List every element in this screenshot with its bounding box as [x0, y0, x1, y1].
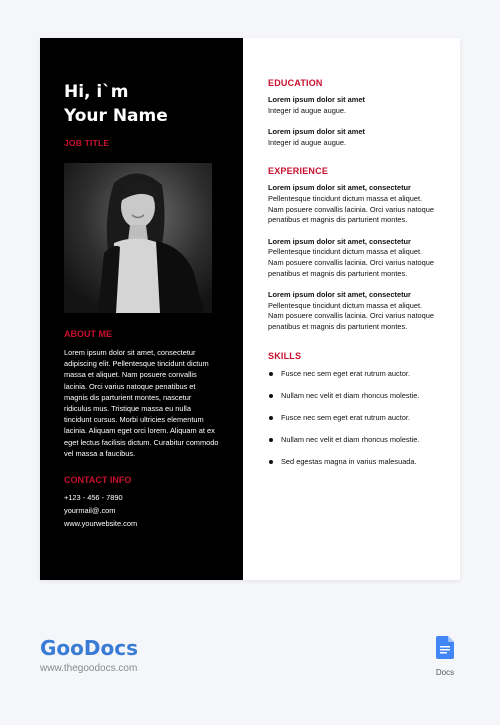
education-entry	[268, 127, 438, 148]
education-entry	[268, 95, 438, 116]
contact-email: yourmail@.com	[64, 506, 116, 516]
skills-heading: SKILLS	[268, 350, 302, 361]
experience-title: Lorem ipsum dolor sit amet, consectetur	[268, 290, 411, 300]
education-title: Lorem ipsum dolor sit amet	[268, 127, 365, 137]
skill-item: Fusce nec sem eget erat rutrum auctor.	[268, 413, 438, 423]
experience-heading: EXPERIENCE	[268, 166, 329, 177]
skill-item: Fusce nec sem eget erat rutrum auctor.	[268, 369, 438, 379]
skill-item: Nullam nec velit et diam rhoncus molestie.	[268, 391, 438, 401]
about-text: Lorem ipsum dolor sit amet, consectetur adipiscing elit. Pellentesque tincidunt dictum massa et aliquet. Nam posuere convallis lacinia. Orci varius natoque penatibus et magnis dis parturient montes, nascetur ridiculus mus. Tristique massa eu nulla tincidunt cursus. Morbi ultricies elementum lacinia. Aliquam eget orci lorem. Aliquam at ex eget lectus facilisis dictum. Curabitur commodo vel massa a faucibus.	[64, 348, 219, 458]
skills-list	[268, 369, 438, 468]
profile-photo	[64, 163, 212, 313]
contact-list	[64, 491, 219, 530]
job-title: JOB TITLE	[64, 138, 110, 148]
experience-title: Lorem ipsum dolor sit amet, consectetur	[268, 183, 411, 193]
about-heading: ABOUT ME	[64, 329, 112, 339]
google-docs-icon	[436, 636, 454, 659]
contact-phone: +123 - 456 - 7890	[64, 493, 123, 503]
portrait-image	[64, 163, 212, 313]
docs-label: Docs	[435, 668, 455, 677]
docs-badge[interactable]	[430, 636, 460, 677]
experience-text: Pellentesque tincidunt dictum massa et aliquet. Nam posuere convallis lacinia. Orci varius natoque penatibus et magnis dis parturient montes.	[268, 300, 434, 331]
experience-text: Pellentesque tincidunt dictum massa et aliquet. Nam posuere convallis lacinia. Orci varius natoque penatibus et magnis dis parturient montes.	[268, 247, 434, 278]
education-text: Integer id augue augue.	[268, 105, 347, 115]
resume-page	[40, 38, 460, 580]
main-content	[243, 38, 460, 580]
name-heading: Your Name	[64, 106, 168, 126]
contact-heading: CONTACT INFO	[64, 475, 132, 486]
contact-website: www.yourwebsite.com	[64, 519, 138, 529]
experience-entry	[268, 183, 438, 225]
experience-text: Pellentesque tincidunt dictum massa et aliquet. Nam posuere convallis lacinia. Orci varius natoque penatibus et magnis dis parturient montes.	[268, 193, 434, 225]
education-heading: EDUCATION	[268, 78, 323, 88]
experience-entry	[268, 237, 438, 279]
experience-title: Lorem ipsum dolor sit amet, consectetur	[268, 236, 411, 246]
goodocs-logo[interactable]: GooDocs	[40, 636, 138, 660]
greeting-line1: Hi, i`m	[64, 82, 129, 102]
skill-item: Sed egestas magna in varius malesuada.	[268, 457, 438, 467]
education-text: Integer id augue augue.	[268, 137, 347, 147]
experience-entry	[268, 290, 438, 332]
website-link[interactable]: www.thegoodocs.com	[40, 663, 138, 674]
sidebar	[40, 38, 243, 580]
skill-item: Nullam nec velit et diam rhoncus molestie.	[268, 435, 438, 445]
education-title: Lorem ipsum dolor sit amet	[268, 95, 365, 104]
